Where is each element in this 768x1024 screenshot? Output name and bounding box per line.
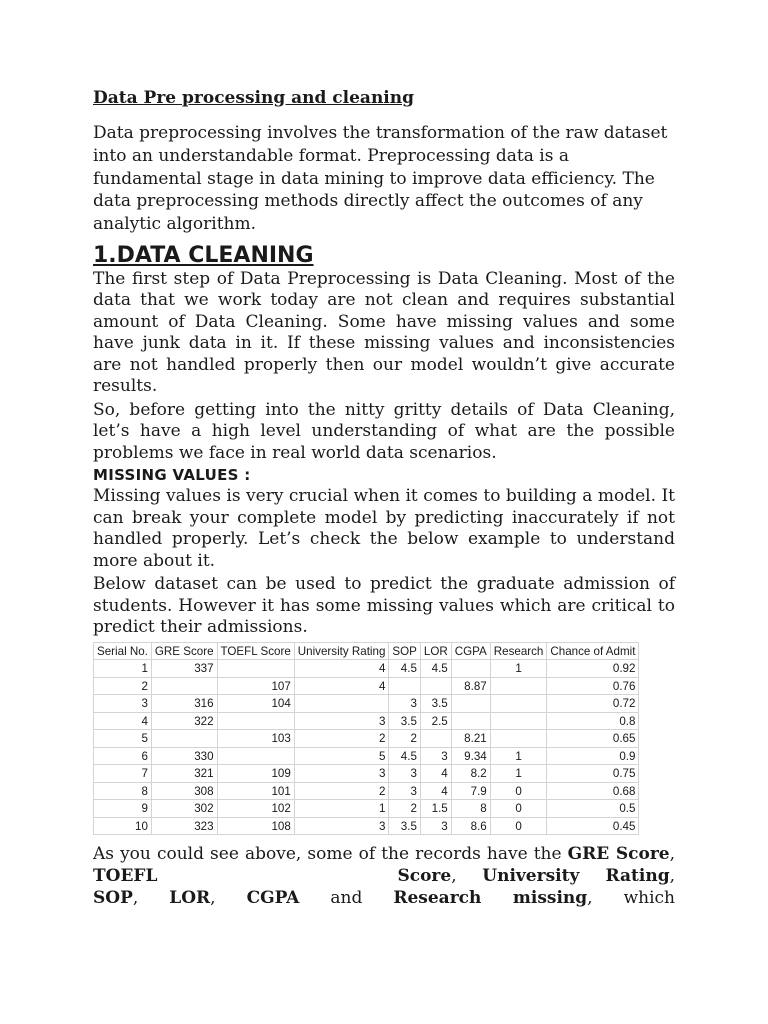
table-cell xyxy=(451,695,490,713)
table-cell: 3 xyxy=(420,817,451,835)
missing-values-paragraph-1: Missing values is very crucial when it comes to building a model. It can break your complete model by predicting inaccurately if not handled properly. Let’s check the below example to understand more about it. xyxy=(93,486,675,571)
table-row xyxy=(94,677,639,695)
table-cell: 0 xyxy=(490,782,547,800)
table-cell xyxy=(490,677,547,695)
table-cell xyxy=(490,730,547,748)
table-row xyxy=(94,712,639,730)
table-cell: 0.76 xyxy=(547,677,639,695)
table-cell: 1 xyxy=(490,747,547,765)
data-cleaning-paragraph-1: The first step of Data Preprocessing is Data Cleaning. Most of the data that we work today are not clean and requires substantial amount of Data Cleaning. Some have missing values and some have junk data in it. If these missing values and inconsistencies are not handled properly then our model wouldn’t give accurate results. xyxy=(93,268,675,397)
table-cell: 7.9 xyxy=(451,782,490,800)
header-serial-no: Serial No. xyxy=(94,642,152,660)
table-cell: 4 xyxy=(420,782,451,800)
table-row xyxy=(94,817,639,835)
table-cell: 0.75 xyxy=(547,765,639,783)
header-toefl-score: TOEFL Score xyxy=(217,642,294,660)
table-cell xyxy=(420,677,451,695)
final-paragraph-line-1 xyxy=(93,843,675,909)
table-cell xyxy=(294,695,389,713)
table-cell: 2 xyxy=(389,800,420,818)
table-cell: 10 xyxy=(94,817,152,835)
final-text-5: , xyxy=(132,888,170,909)
final-bold-sop: SOP xyxy=(93,888,133,909)
table-cell: 3 xyxy=(94,695,152,713)
table-cell: 4.5 xyxy=(389,660,420,678)
table-cell: 101 xyxy=(217,782,294,800)
table-cell: 323 xyxy=(151,817,217,835)
table-cell: 0 xyxy=(490,800,547,818)
table-cell: 0.8 xyxy=(547,712,639,730)
table-cell: 2 xyxy=(94,677,152,695)
table-cell: 302 xyxy=(151,800,217,818)
final-text-6: , xyxy=(210,888,247,909)
table-cell: 3 xyxy=(294,712,389,730)
table-cell: 0.45 xyxy=(547,817,639,835)
missing-values-paragraph-2: Below dataset can be used to predict the graduate admission of students. However it has some missing values which are critical to predict their admissions. xyxy=(93,574,675,638)
table-cell: 8.2 xyxy=(451,765,490,783)
table-cell: 4 xyxy=(94,712,152,730)
table-cell: 321 xyxy=(151,765,217,783)
table-cell: 3 xyxy=(420,747,451,765)
table-cell xyxy=(217,712,294,730)
table-row xyxy=(94,660,639,678)
final-text-4: , xyxy=(669,866,676,887)
table-row xyxy=(94,765,639,783)
header-chance-of-admit: Chance of Admit xyxy=(547,642,639,660)
table-cell: 0.92 xyxy=(547,660,639,678)
table-cell: 103 xyxy=(217,730,294,748)
table-cell: 316 xyxy=(151,695,217,713)
final-bold-research-missing: Research missing xyxy=(393,888,588,909)
table-row xyxy=(94,800,639,818)
final-text-3: , xyxy=(451,866,483,887)
table-cell: 8.6 xyxy=(451,817,490,835)
table-cell: 0.9 xyxy=(547,747,639,765)
table-cell: 3 xyxy=(389,695,420,713)
table-cell xyxy=(451,712,490,730)
table-cell: 5 xyxy=(94,730,152,748)
table-cell: 322 xyxy=(151,712,217,730)
header-university-rating: University Rating xyxy=(294,642,389,660)
table-cell xyxy=(151,730,217,748)
table-cell: 330 xyxy=(151,747,217,765)
table-cell: 2 xyxy=(294,730,389,748)
table-cell: 9 xyxy=(94,800,152,818)
table-cell: 3.5 xyxy=(420,695,451,713)
final-bold-lor: LOR xyxy=(169,888,211,909)
table-cell: 104 xyxy=(217,695,294,713)
header-gre-score: GRE Score xyxy=(151,642,217,660)
table-cell: 3 xyxy=(389,765,420,783)
final-bold-toefl: TOEFL xyxy=(93,866,158,887)
table-cell: 8.21 xyxy=(451,730,490,748)
final-bold-cgpa: CGPA xyxy=(246,888,300,909)
table-cell: 3.5 xyxy=(389,817,420,835)
table-row xyxy=(94,782,639,800)
table-cell: 2 xyxy=(389,730,420,748)
table-cell: 9.34 xyxy=(451,747,490,765)
table-cell: 337 xyxy=(151,660,217,678)
table-cell: 3.5 xyxy=(389,712,420,730)
table-cell: 8.87 xyxy=(451,677,490,695)
table-cell: 8 xyxy=(94,782,152,800)
table-cell: 1.5 xyxy=(420,800,451,818)
final-bold-score: Score xyxy=(397,866,452,887)
table-cell: 6 xyxy=(94,747,152,765)
table-cell xyxy=(389,677,420,695)
table-cell xyxy=(490,695,547,713)
table-cell: 4 xyxy=(420,765,451,783)
table-header-row xyxy=(94,642,639,660)
table-cell: 4 xyxy=(294,677,389,695)
table-cell: 109 xyxy=(217,765,294,783)
final-text-8: , which xyxy=(587,888,675,909)
table-cell: 3 xyxy=(294,765,389,783)
table-cell: 0.65 xyxy=(547,730,639,748)
table-cell: 0 xyxy=(490,817,547,835)
header-lor: LOR xyxy=(420,642,451,660)
admission-table-container xyxy=(93,642,675,836)
table-cell: 3 xyxy=(294,817,389,835)
table-cell: 107 xyxy=(217,677,294,695)
final-text-1: As you could see above, some of the records have the xyxy=(93,844,568,865)
table-cell: 5 xyxy=(294,747,389,765)
table-cell: 2.5 xyxy=(420,712,451,730)
table-cell: 4.5 xyxy=(389,747,420,765)
table-cell xyxy=(217,747,294,765)
table-row xyxy=(94,730,639,748)
table-cell: 108 xyxy=(217,817,294,835)
table-cell: 0.68 xyxy=(547,782,639,800)
header-sop: SOP xyxy=(389,642,420,660)
table-cell: 7 xyxy=(94,765,152,783)
final-bold-gre-score: GRE Score xyxy=(567,844,670,865)
data-cleaning-paragraph-2: So, before getting into the nitty gritty details of Data Cleaning, let’s have a high level understanding of what are the possible problems we face in real world data scenarios. xyxy=(93,399,675,463)
table-cell xyxy=(451,660,490,678)
table-cell: 308 xyxy=(151,782,217,800)
document-title: Data Pre processing and cleaning xyxy=(93,88,415,108)
final-bold-university-rating: University Rating xyxy=(482,866,670,887)
table-row xyxy=(94,695,639,713)
table-cell xyxy=(217,660,294,678)
intro-paragraph: Data preprocessing involves the transformation of the raw dataset into an understandable format. Preprocessing data is a fundamental stage in data mining to improve data efficiency. The data preprocessing methods directly affect the outcomes of any analytic algorithm. xyxy=(93,123,668,235)
table-cell: 4 xyxy=(294,660,389,678)
section-heading-data-cleaning: 1.DATA CLEANING xyxy=(93,242,314,268)
header-cgpa: CGPA xyxy=(451,642,490,660)
document-page xyxy=(93,86,675,909)
final-text-2: , xyxy=(669,844,676,865)
admission-data-table xyxy=(93,642,639,836)
table-cell: 102 xyxy=(217,800,294,818)
table-cell xyxy=(420,730,451,748)
header-research: Research xyxy=(490,642,547,660)
table-cell: 2 xyxy=(294,782,389,800)
table-cell: 1 xyxy=(94,660,152,678)
table-cell: 0.72 xyxy=(547,695,639,713)
table-cell: 1 xyxy=(294,800,389,818)
missing-values-heading: MISSING VALUES : xyxy=(93,466,251,485)
table-cell: 4.5 xyxy=(420,660,451,678)
table-cell: 8 xyxy=(451,800,490,818)
table-cell: 0.5 xyxy=(547,800,639,818)
final-text-7: and xyxy=(299,888,394,909)
table-cell: 1 xyxy=(490,660,547,678)
table-cell xyxy=(490,712,547,730)
table-cell: 3 xyxy=(389,782,420,800)
table-row xyxy=(94,747,639,765)
table-cell: 1 xyxy=(490,765,547,783)
table-cell xyxy=(151,677,217,695)
